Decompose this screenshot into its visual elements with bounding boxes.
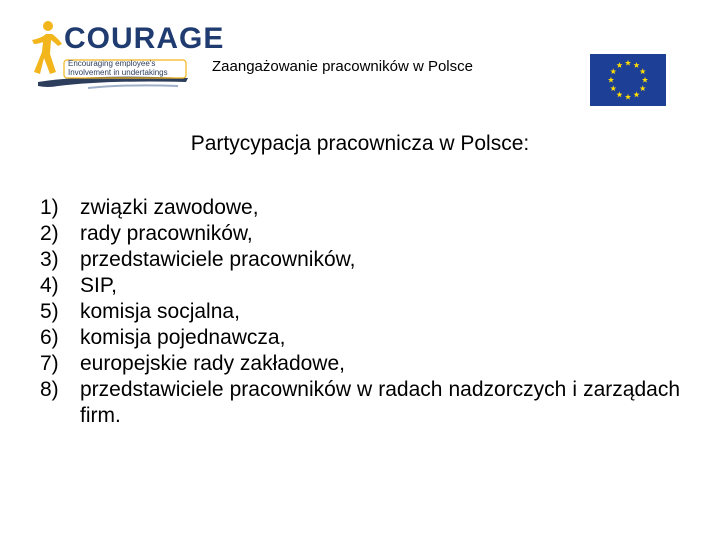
logo-tagline-1: Encouraging employee's xyxy=(68,59,156,68)
header-title: Zaangażowanie pracowników w Polsce xyxy=(212,58,473,75)
logo-wordmark: COURAGE xyxy=(64,22,225,55)
list-item-text: związki zawodowe, xyxy=(80,196,259,219)
list-item-text: SIP, xyxy=(80,274,117,297)
list-item xyxy=(40,377,680,429)
list-item-text: przedstawiciele pracowników w radach nadzorczych i zarządach firm. xyxy=(80,378,680,427)
participation-list xyxy=(40,195,680,429)
courage-logo xyxy=(28,16,225,96)
list-item-number: 3) xyxy=(40,248,59,271)
list-item-number: 8) xyxy=(40,378,59,401)
list-item xyxy=(40,221,680,247)
slide-title: Partycypacja pracownicza w Polsce: xyxy=(190,132,530,155)
list-item-number: 7) xyxy=(40,352,59,375)
eu-flag-icon xyxy=(590,54,666,106)
list-item-text: przedstawiciele pracowników, xyxy=(80,248,356,271)
list-item xyxy=(40,247,680,273)
list-item-number: 6) xyxy=(40,326,59,349)
list-item-number: 1) xyxy=(40,196,59,219)
list-item-text: rady pracowników, xyxy=(80,222,253,245)
list-item xyxy=(40,325,680,351)
list-item-text: komisja socjalna, xyxy=(80,300,240,323)
logo-tagline-2: Involvement in undertakings xyxy=(68,68,168,77)
list-item-number: 2) xyxy=(40,222,59,245)
list-item xyxy=(40,195,680,221)
list-item-number: 5) xyxy=(40,300,59,323)
list-item-text: komisja pojednawcza, xyxy=(80,326,286,349)
list-item-text: europejskie rady zakładowe, xyxy=(80,352,345,375)
list-item xyxy=(40,273,680,299)
list-item-number: 4) xyxy=(40,274,59,297)
list-item xyxy=(40,299,680,325)
eu-flag-graphic xyxy=(590,54,666,106)
list-item xyxy=(40,351,680,377)
